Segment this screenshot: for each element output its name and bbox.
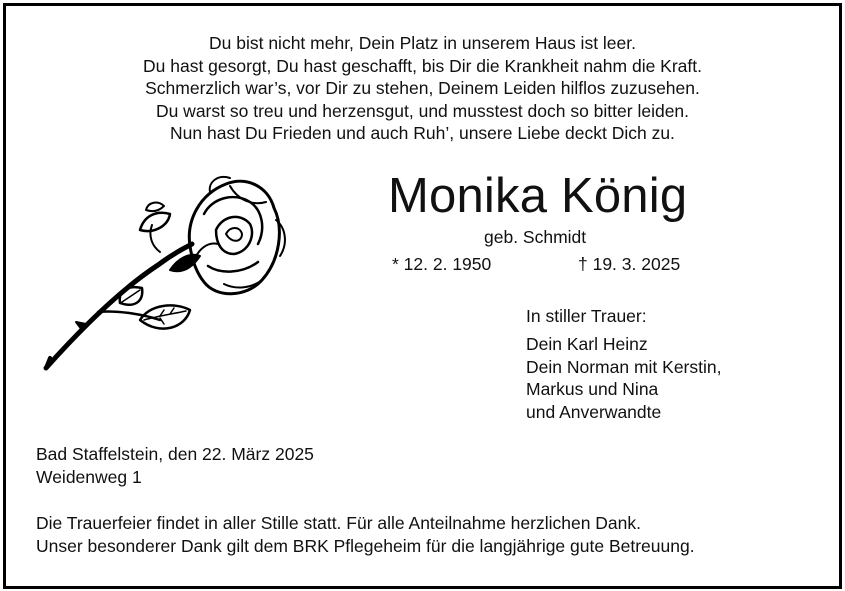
closing-text xyxy=(36,512,695,558)
address: Weidenweg 1 xyxy=(36,467,142,487)
mourner-item: Markus und Nina xyxy=(526,379,659,399)
birth-date: * 12. 2. 1950 xyxy=(392,254,492,274)
poem xyxy=(0,32,845,145)
maiden-name: geb. Schmidt xyxy=(484,227,587,247)
poem-line: Nun hast Du Frieden und auch Ruh’, unsere Liebe deckt Dich zu. xyxy=(170,123,675,143)
closing-line: Die Trauerfeier findet in aller Stille statt. Für alle Anteilnahme herzlichen Dank. xyxy=(36,513,642,533)
mourners-list xyxy=(526,333,721,423)
closing-line: Unser besonderer Dank gilt dem BRK Pflegeheim für die langjährige gute Betreuung. xyxy=(36,536,695,556)
mourner-item: Dein Karl Heinz xyxy=(526,334,648,354)
deceased-name: Monika König xyxy=(388,169,688,223)
mourning-intro: In stiller Trauer: xyxy=(526,306,647,326)
poem-line: Du hast gesorgt, Du hast geschafft, bis Dir die Krankheit nahm die Kraft. xyxy=(143,55,702,76)
place-and-date: Bad Staffelstein, den 22. März 2025 xyxy=(36,444,314,464)
rose-icon xyxy=(40,170,300,375)
death-date: † 19. 3. 2025 xyxy=(578,254,681,274)
poem-line: Du bist nicht mehr, Dein Platz in unserem Haus ist leer. xyxy=(209,33,636,53)
poem-line: Du warst so treu und herzensgut, und musstest doch so bitter leiden. xyxy=(155,100,690,121)
mourner-item: Dein Norman mit Kerstin, xyxy=(526,356,722,377)
mourner-item: und Anverwandte xyxy=(526,401,662,422)
poem-line: Schmerzlich war’s, vor Dir zu stehen, Deinem Leiden hilflos zuzusehen. xyxy=(145,78,700,98)
